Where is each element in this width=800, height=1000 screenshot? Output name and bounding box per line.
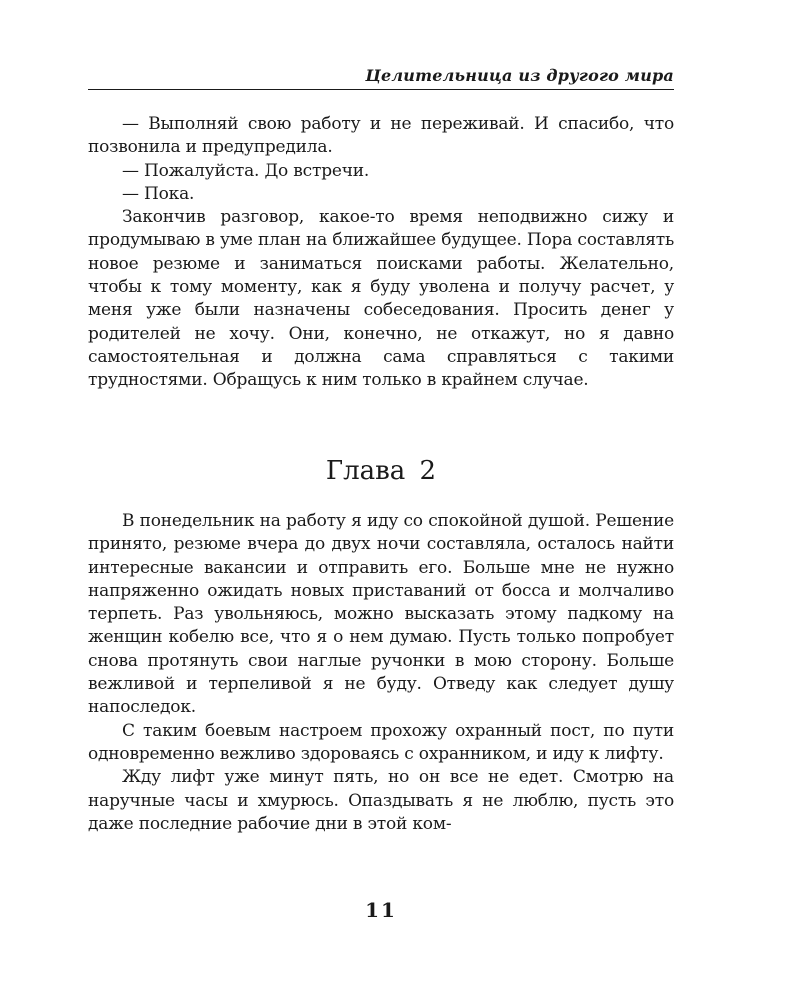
chapter-title: Глава 2	[325, 456, 437, 486]
text-section-1	[88, 113, 674, 393]
dialogue-line: — Выполняй свою работу и не переживай. И спасибо, что позвонила и предупредила.	[88, 114, 674, 158]
dialogue-line: — Пока.	[122, 183, 195, 204]
text-section-2	[88, 510, 674, 836]
dialogue-line: — Пожалуйста. До встречи.	[122, 160, 370, 181]
paragraph: Жду лифт уже минут пять, но он все не едет. Смотрю на наручные часы и хмурюсь. Опаздывать я не люблю, пусть это даже последние рабочие дни в этой ком-	[88, 767, 674, 834]
page-number: 11	[365, 898, 397, 922]
running-head: Целительница из другого мира	[365, 66, 674, 85]
paragraph: В понедельник на работу я иду со спокойной душой. Решение принято, резюме вчера до двух ночи составляла, осталось найти интересные вакансии и отправить его. Больше мне не нужно напряженно ожидать новых приставаний от босса и молчаливо терпеть. Раз увольняюсь, можно высказать этому падкому на женщин кобелю все, что я о нем думаю. Пусть только попробует снова протянуть свои наглые ручонки в мою сторону. Больше вежливой и терпеливой я не буду. Отведу как следует душу напоследок.	[88, 511, 674, 718]
paragraph: С таким боевым настроем прохожу охранный пост, по пути одновременно вежливо здороваясь с охранником, и иду к лифту.	[88, 720, 674, 764]
header-rule	[88, 89, 674, 90]
paragraph: Закончив разговор, какое-то время неподвижно сижу и продумываю в уме план на ближайшее будущее. Пора составлять новое резюме и заниматься поисками работы. Желательно, чтобы к тому моменту, как я буду уволена и получу расчет, у меня уже были назначены собеседования. Просить денег у родителей не хочу. Они, конечно, не откажут, но я давно самостоятельная и должна сама справляться с такими трудностями. Обращусь к ним только в крайнем случае.	[88, 207, 674, 391]
